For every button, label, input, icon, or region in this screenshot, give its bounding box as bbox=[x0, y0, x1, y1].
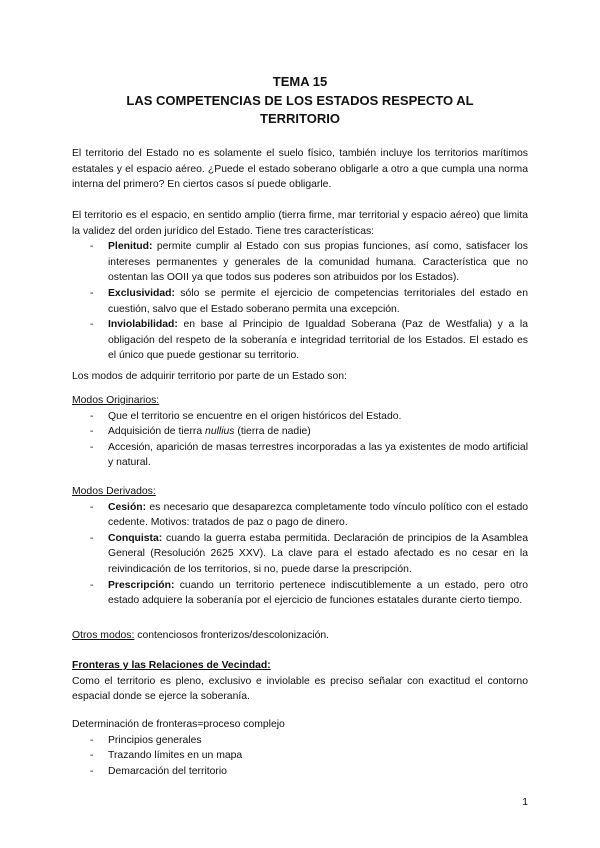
intro-text: El territorio del Estado no es solamente el suelo físico, también incluye los territorios marítimos estatales y el espacio aéreo. ¿Puede el estado soberano obligarle a otro a que cumpla una norma interna del primero? En ciertos casos sí puede obligarle. bbox=[72, 148, 528, 191]
derived-modes-section bbox=[72, 484, 528, 609]
term: Plenitud: bbox=[108, 241, 153, 253]
list-item bbox=[72, 317, 528, 364]
list-item: - Adquisición de tierra nullius (tierra de nadie) bbox=[72, 424, 528, 440]
modes-intro-text: Los modos de adquirir territorio por parte de un Estado son: bbox=[72, 371, 347, 382]
term: Prescripción: bbox=[108, 579, 175, 591]
term: Cesión: bbox=[108, 501, 147, 513]
term: Inviolabilidad: bbox=[108, 319, 178, 331]
list-item bbox=[72, 578, 528, 609]
page-number: 1 bbox=[522, 797, 528, 808]
territory-section bbox=[72, 208, 528, 364]
list-item: - Que el territorio se encuentre en el origen históricos del Estado. bbox=[72, 409, 528, 425]
term: Conquista: bbox=[108, 532, 163, 544]
list-item bbox=[72, 500, 528, 531]
list-item bbox=[72, 286, 528, 317]
term-description: sólo se permite el ejercicio de competencias territoriales del estado en cuestión, salvo que el Estado soberano permita una excepción. bbox=[108, 287, 528, 315]
term-description: cuando la guerra estaba permitida. Declaración de principios de la Asamblea General (Resolución 2625 XXV). La clave para el estado afectado es no cesar en la reivindicación de los territorios, si no, puede darse la prescripción. bbox=[108, 532, 528, 575]
determination-section bbox=[72, 717, 528, 779]
term: Exclusividad: bbox=[108, 287, 175, 299]
other-modes bbox=[72, 628, 528, 644]
borders-heading: Fronteras y las Relaciones de Vecindad: bbox=[72, 660, 271, 671]
other-modes-label: Otros modos: bbox=[72, 630, 135, 641]
determination-list bbox=[72, 733, 528, 780]
term-description: cuando un territorio pertenece indiscutiblemente a un estado, pero otro estado adquiere la soberanía por el ejercicio de funciones estatales durante cierto tiempo. bbox=[108, 579, 528, 607]
title-line-2: TERRITORIO bbox=[260, 111, 340, 126]
list-item bbox=[72, 531, 528, 578]
originary-modes-heading: Modos Originarios: bbox=[72, 395, 160, 406]
topic-number: TEMA 15 bbox=[272, 74, 328, 89]
list-item bbox=[72, 239, 528, 286]
derived-modes-list bbox=[72, 500, 528, 609]
emphasis: nullius bbox=[205, 426, 235, 438]
originary-modes-list bbox=[72, 409, 528, 471]
intro-paragraph bbox=[72, 146, 528, 193]
derived-modes-heading: Modos Derivados: bbox=[72, 486, 156, 497]
term-description: es necesario que desaparezca completamente todo vínculo político con el estado cedente. Motivos: tratados de paz o pago de dinero. bbox=[108, 501, 528, 529]
borders-section bbox=[72, 658, 528, 705]
title-line-1: LAS COMPETENCIAS DE LOS ESTADOS RESPECTO AL bbox=[126, 93, 474, 108]
list-item: - Principios generales bbox=[72, 733, 528, 749]
other-modes-text: contenciosos fronterizos/descolonización. bbox=[134, 630, 330, 641]
list-item: - Trazando límites en un mapa bbox=[72, 748, 528, 764]
territory-text: El territorio es el espacio, en sentido amplio (tierra firme, mar territorial y espacio aéreo) que limita la validez del orden jurídico del Estado. Tiene tres características: bbox=[72, 210, 528, 237]
modes-intro bbox=[72, 369, 528, 385]
characteristics-list bbox=[72, 239, 528, 364]
term-description: permite cumplir al Estado con sus propias funciones, así como, satisfacer los intereses permanentes y generales de la comunidad humana. Característica que no ostentan las OOII ya que todos sus poderes son atribuidos por los Estados). bbox=[108, 241, 528, 284]
list-item: - Demarcación del territorio bbox=[72, 764, 528, 780]
determination-text: Determinación de fronteras=proceso complejo bbox=[72, 719, 285, 730]
term-description: en base al Principio de Igualdad Soberana (Paz de Westfalia) y a la obligación del respeto de la soberanía e integridad territorial de los Estados. El estado es el único que puede gestionar su territorio. bbox=[108, 319, 528, 362]
list-item: - Accesión, aparición de masas terrestres incorporadas a las ya existentes de modo artificial y natural. bbox=[72, 440, 528, 471]
originary-modes-section bbox=[72, 393, 528, 471]
borders-text: Como el territorio es pleno, exclusivo e inviolable es preciso señalar con exactitud el contorno espacial donde se ejerce la soberanía. bbox=[72, 675, 528, 703]
